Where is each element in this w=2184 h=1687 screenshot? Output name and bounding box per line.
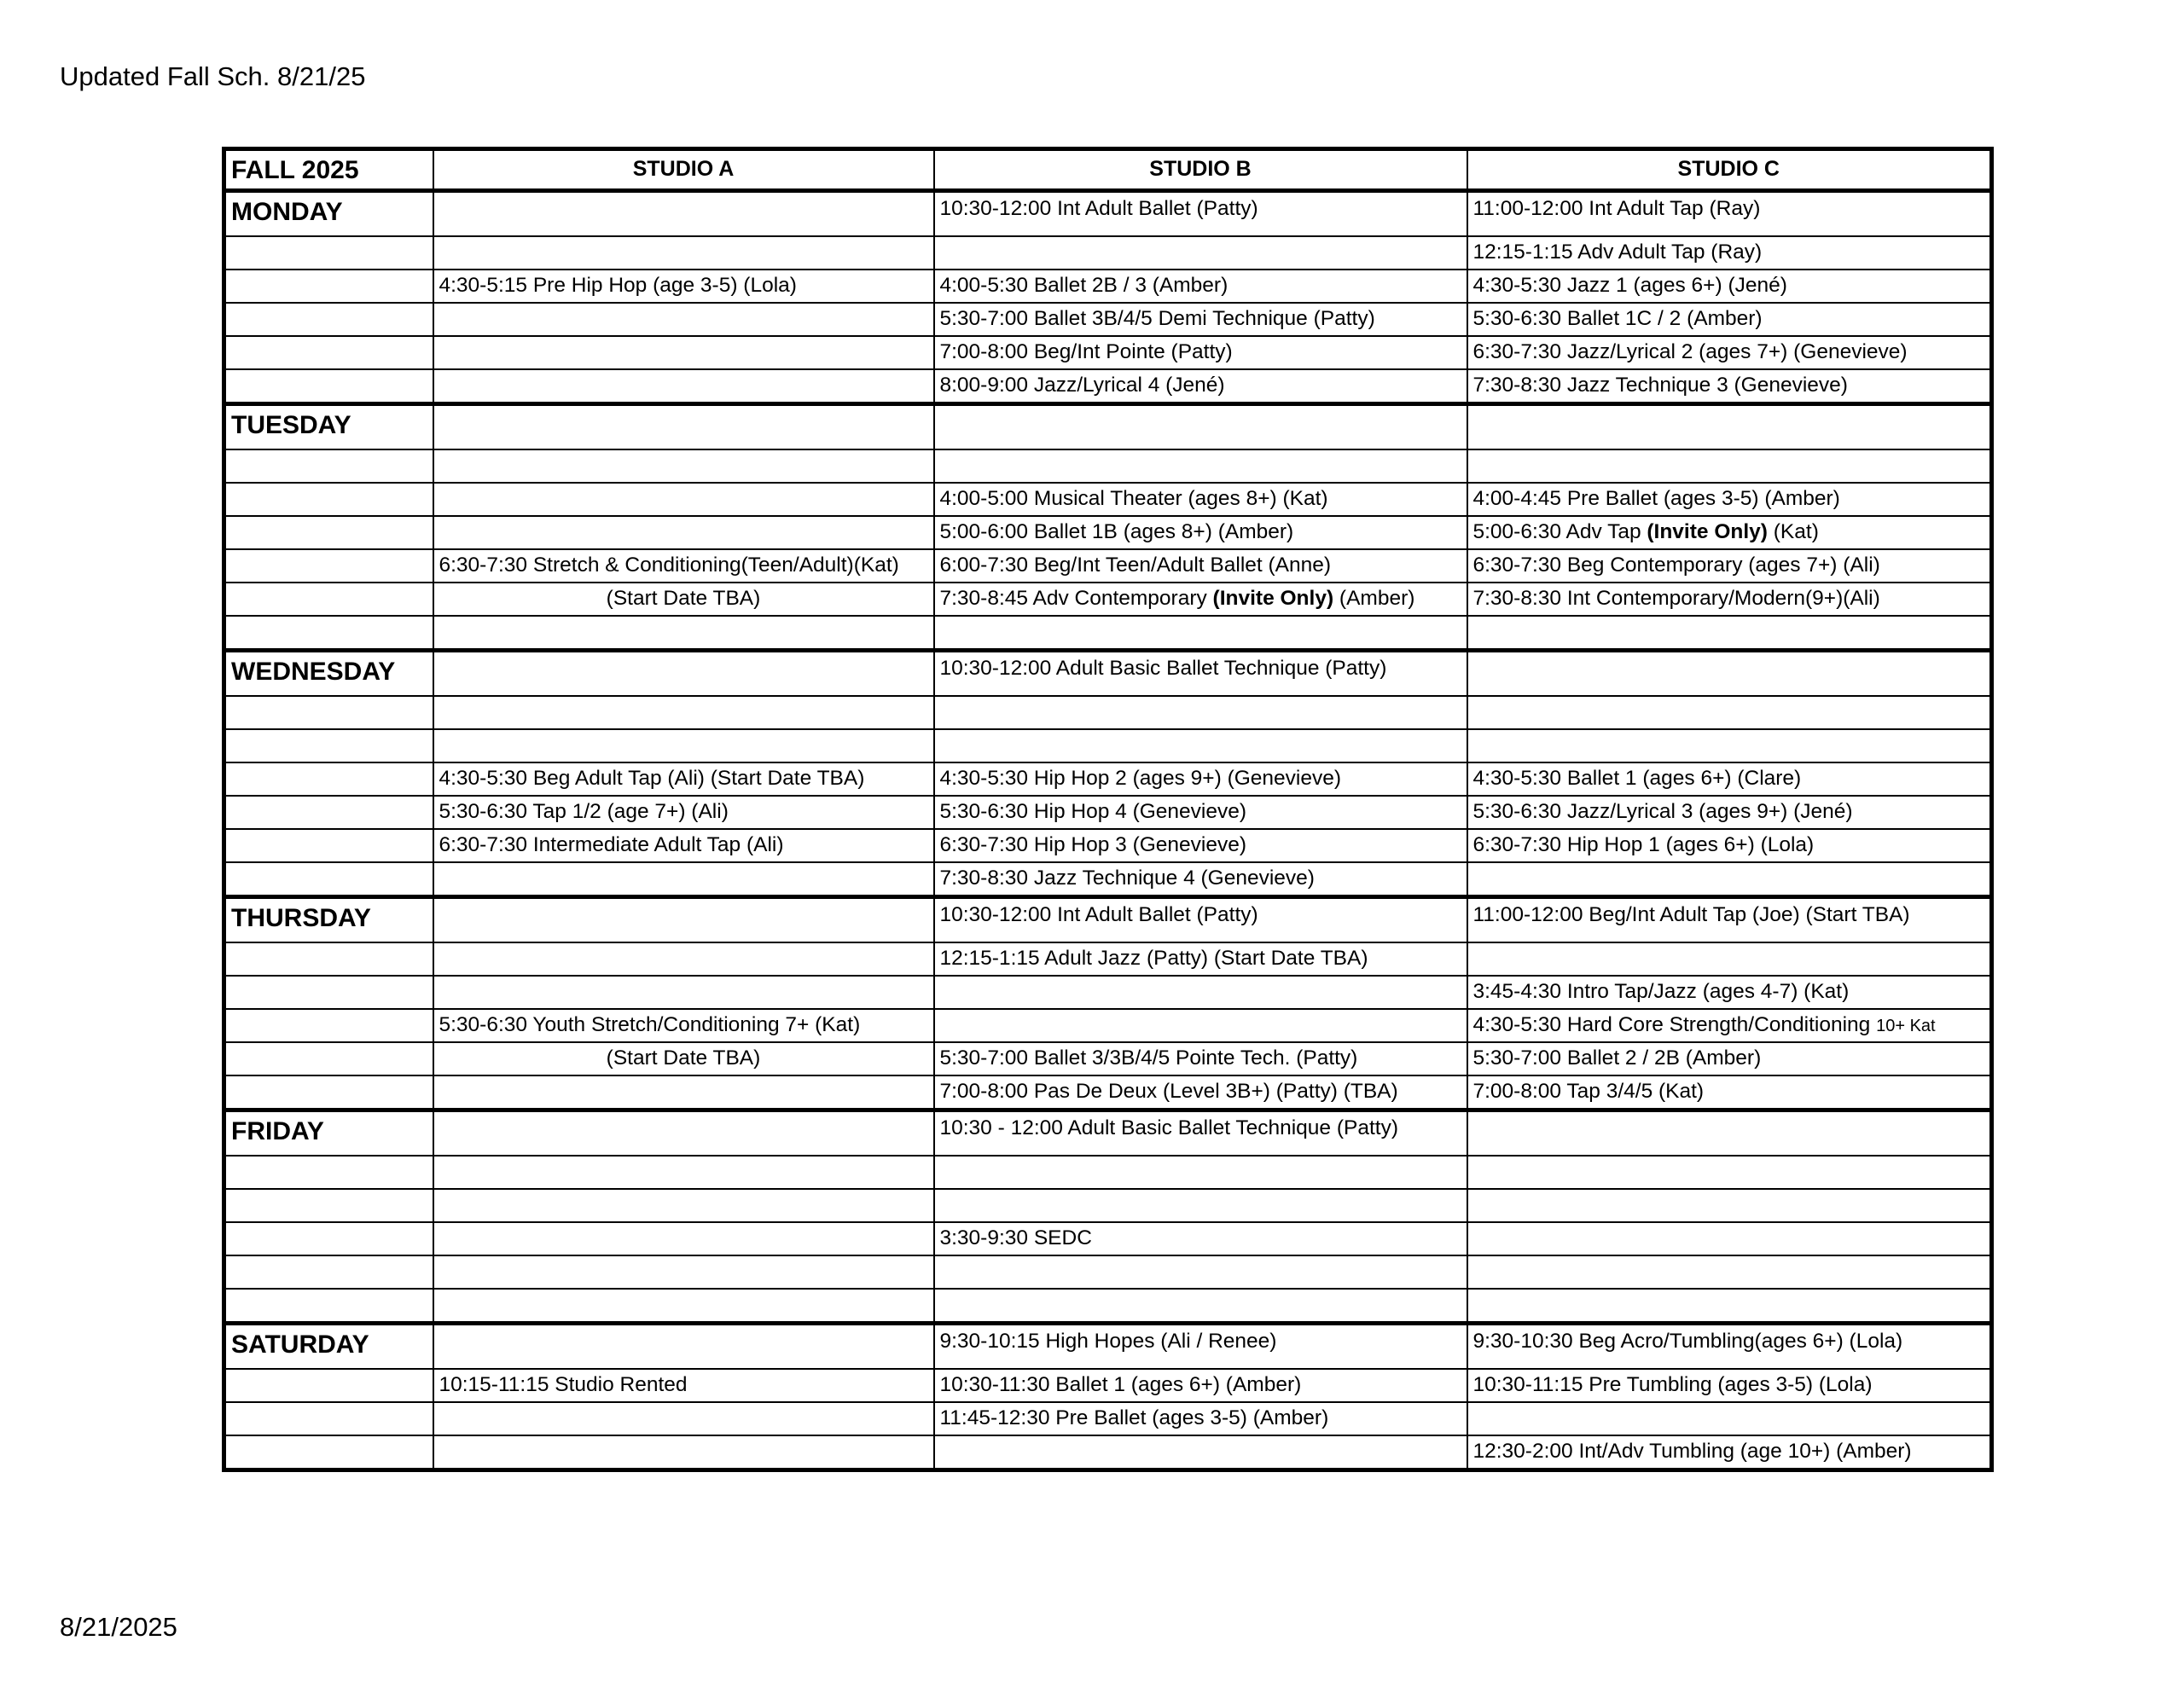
- studio-b-cell: [934, 976, 1467, 1009]
- day-cell-empty: [224, 1075, 433, 1110]
- studio-a-cell: (Start Date TBA): [433, 1042, 934, 1075]
- studio-b-cell: 7:30-8:30 Jazz Technique 4 (Genevieve): [934, 862, 1467, 897]
- studio-a-cell: 6:30-7:30 Intermediate Adult Tap (Ali): [433, 829, 934, 862]
- studio-b-cell: [934, 1009, 1467, 1042]
- studio-b-cell: 11:45-12:30 Pre Ballet (ages 3-5) (Amber): [934, 1402, 1467, 1435]
- studio-a-cell: [433, 616, 934, 651]
- day-cell-empty: [224, 796, 433, 829]
- schedule-row: [224, 1110, 1992, 1157]
- studio-a-cell: [433, 303, 934, 336]
- day-cell-empty: [224, 862, 433, 897]
- studio-b-cell: [934, 729, 1467, 762]
- schedule-row: [224, 976, 1992, 1009]
- cell-small-text: 10+ Kat: [1876, 1017, 1936, 1036]
- day-label-saturday: SATURDAY: [224, 1324, 433, 1370]
- day-cell-empty: [224, 1009, 433, 1042]
- schedule-row: [224, 449, 1992, 483]
- studio-c-cell: 4:30-5:30 Ballet 1 (ages 6+) (Clare): [1467, 762, 1992, 796]
- studio-b-cell: 5:30-7:00 Ballet 3B/4/5 Demi Technique (Patty): [934, 303, 1467, 336]
- studio-a-cell: [433, 336, 934, 369]
- studio-b-cell: [934, 1289, 1467, 1324]
- day-cell-empty: [224, 942, 433, 976]
- studio-a-cell: [433, 236, 934, 270]
- studio-b-cell: 9:30-10:15 High Hopes (Ali / Renee): [934, 1324, 1467, 1370]
- day-cell-empty: [224, 1156, 433, 1189]
- studio-b-cell: 6:30-7:30 Hip Hop 3 (Genevieve): [934, 829, 1467, 862]
- studio-a-cell: 5:30-6:30 Tap 1/2 (age 7+) (Ali): [433, 796, 934, 829]
- studio-a-cell: [433, 1222, 934, 1255]
- day-label-monday: MONDAY: [224, 191, 433, 237]
- studio-a-cell: (Start Date TBA): [433, 583, 934, 616]
- studio-b-cell: [934, 696, 1467, 729]
- season-header: FALL 2025: [224, 149, 433, 191]
- day-cell-empty: [224, 762, 433, 796]
- studio-c-cell: [1467, 862, 1992, 897]
- cell-bold-text: (Invite Only): [1647, 520, 1768, 544]
- studio-c-cell: [1467, 1189, 1992, 1222]
- studio-b-cell: 10:30-12:00 Adult Basic Ballet Technique (Patty): [934, 651, 1467, 697]
- studio-c-cell: [1467, 616, 1992, 651]
- studio-a-cell: [433, 696, 934, 729]
- studio-b-cell: [934, 1189, 1467, 1222]
- studio-a-cell: [433, 369, 934, 404]
- studio-b-cell: 3:30-9:30 SEDC: [934, 1222, 1467, 1255]
- studio-a-cell: [433, 1402, 934, 1435]
- day-cell-empty: [224, 729, 433, 762]
- day-cell-empty: [224, 1369, 433, 1402]
- studio-c-cell: 9:30-10:30 Beg Acro/Tumbling(ages 6+) (Lola): [1467, 1324, 1992, 1370]
- studio-b-cell: 6:00-7:30 Beg/Int Teen/Adult Ballet (Anne): [934, 549, 1467, 583]
- day-cell-empty: [224, 616, 433, 651]
- schedule-body: [224, 149, 1992, 1470]
- day-cell-empty: [224, 1402, 433, 1435]
- studio-b-cell: [934, 583, 1467, 616]
- day-cell-empty: [224, 829, 433, 862]
- studio-a-cell: [433, 976, 934, 1009]
- studio-c-cell: [1467, 1255, 1992, 1289]
- studio-a-cell: [433, 191, 934, 237]
- studio-c-cell: [1467, 651, 1992, 697]
- studio-a-cell: [433, 1435, 934, 1470]
- studio-c-cell: 6:30-7:30 Hip Hop 1 (ages 6+) (Lola): [1467, 829, 1992, 862]
- day-label-friday: FRIDAY: [224, 1110, 433, 1157]
- schedule-row: [224, 336, 1992, 369]
- schedule-row: [224, 729, 1992, 762]
- day-cell-empty: [224, 1255, 433, 1289]
- studio-b-cell: 5:00-6:00 Ballet 1B (ages 8+) (Amber): [934, 516, 1467, 549]
- cell-bold-text: (Invite Only): [1212, 587, 1334, 611]
- studio-c-cell: 7:30-8:30 Jazz Technique 3 (Genevieve): [1467, 369, 1992, 404]
- schedule-row: [224, 862, 1992, 897]
- studio-a-cell: [433, 942, 934, 976]
- schedule-row: [224, 303, 1992, 336]
- day-cell-empty: [224, 549, 433, 583]
- day-label-wednesday: WEDNESDAY: [224, 651, 433, 697]
- schedule-row: [224, 829, 1992, 862]
- schedule-row: [224, 369, 1992, 404]
- schedule-row: [224, 1075, 1992, 1110]
- day-cell-empty: [224, 516, 433, 549]
- studio-c-cell: [1467, 1110, 1992, 1157]
- day-cell-empty: [224, 449, 433, 483]
- studio-c-cell: 4:30-5:30 Jazz 1 (ages 6+) (Jené): [1467, 270, 1992, 303]
- header-note: Updated Fall Sch. 8/21/25: [60, 61, 366, 91]
- studio-b-cell: [934, 1156, 1467, 1189]
- day-cell-empty: [224, 976, 433, 1009]
- studio-c-cell: 7:30-8:30 Int Contemporary/Modern(9+)(Ali): [1467, 583, 1992, 616]
- day-cell-empty: [224, 583, 433, 616]
- schedule-row: [224, 762, 1992, 796]
- studio-b-cell: [934, 404, 1467, 450]
- schedule-row: [224, 651, 1992, 697]
- day-cell-empty: [224, 1222, 433, 1255]
- day-cell-empty: [224, 270, 433, 303]
- studio-a-cell: [433, 516, 934, 549]
- schedule-row: [224, 1435, 1992, 1470]
- studio-b-header: STUDIO B: [934, 149, 1467, 191]
- studio-c-cell: 10:30-11:15 Pre Tumbling (ages 3-5) (Lola): [1467, 1369, 1992, 1402]
- schedule-row: [224, 897, 1992, 943]
- studio-a-cell: 10:15-11:15 Studio Rented: [433, 1369, 934, 1402]
- studio-a-cell: 4:30-5:15 Pre Hip Hop (age 3-5) (Lola): [433, 270, 934, 303]
- day-cell-empty: [224, 1289, 433, 1324]
- schedule-row: [224, 483, 1992, 516]
- studio-a-cell: [433, 1289, 934, 1324]
- studio-c-cell: [1467, 516, 1992, 549]
- studio-c-cell: 7:00-8:00 Tap 3/4/5 (Kat): [1467, 1075, 1992, 1110]
- cell-text: (Kat): [1767, 520, 1819, 544]
- schedule-row: [224, 696, 1992, 729]
- studio-b-cell: 10:30 - 12:00 Adult Basic Ballet Technique (Patty): [934, 1110, 1467, 1157]
- day-cell-empty: [224, 1189, 433, 1222]
- studio-a-cell: 4:30-5:30 Beg Adult Tap (Ali) (Start Date TBA): [433, 762, 934, 796]
- schedule-row: [224, 1189, 1992, 1222]
- studio-a-cell: [433, 1110, 934, 1157]
- schedule-table: [222, 147, 1994, 1472]
- studio-c-cell: 11:00-12:00 Int Adult Tap (Ray): [1467, 191, 1992, 237]
- cell-text: (Amber): [1333, 587, 1415, 611]
- studio-b-cell: [934, 236, 1467, 270]
- schedule-row: [224, 1289, 1992, 1324]
- studio-b-cell: [934, 449, 1467, 483]
- studio-b-cell: 4:00-5:30 Ballet 2B / 3 (Amber): [934, 270, 1467, 303]
- day-cell-empty: [224, 483, 433, 516]
- schedule-row: [224, 1042, 1992, 1075]
- schedule-row: [224, 516, 1992, 549]
- studio-c-cell: 12:15-1:15 Adv Adult Tap (Ray): [1467, 236, 1992, 270]
- schedule-row: [224, 1324, 1992, 1370]
- studio-c-header: STUDIO C: [1467, 149, 1992, 191]
- schedule-row: [224, 236, 1992, 270]
- studio-b-cell: 4:30-5:30 Hip Hop 2 (ages 9+) (Genevieve): [934, 762, 1467, 796]
- schedule-row: [224, 1402, 1992, 1435]
- studio-a-cell: [433, 729, 934, 762]
- day-label-thursday: THURSDAY: [224, 897, 433, 943]
- studio-c-cell: [1467, 1402, 1992, 1435]
- studio-a-cell: [433, 897, 934, 943]
- header-row: [224, 149, 1992, 191]
- studio-c-cell: 5:30-6:30 Jazz/Lyrical 3 (ages 9+) (Jené): [1467, 796, 1992, 829]
- studio-b-cell: 10:30-11:30 Ballet 1 (ages 6+) (Amber): [934, 1369, 1467, 1402]
- studio-a-cell: [433, 862, 934, 897]
- studio-b-cell: 4:00-5:00 Musical Theater (ages 8+) (Kat): [934, 483, 1467, 516]
- footer-date: 8/21/2025: [60, 1612, 177, 1642]
- studio-a-cell: [433, 1189, 934, 1222]
- studio-a-cell: [433, 1324, 934, 1370]
- cell-text: 5:00-6:30 Adv Tap: [1472, 520, 1647, 544]
- studio-c-cell: [1467, 942, 1992, 976]
- studio-b-cell: 10:30-12:00 Int Adult Ballet (Patty): [934, 191, 1467, 237]
- studio-a-cell: 6:30-7:30 Stretch & Conditioning(Teen/Adult)(Kat): [433, 549, 934, 583]
- studio-b-cell: 7:00-8:00 Pas De Deux (Level 3B+) (Patty) (TBA): [934, 1075, 1467, 1110]
- studio-b-cell: 12:15-1:15 Adult Jazz (Patty) (Start Date TBA): [934, 942, 1467, 976]
- studio-c-cell: 6:30-7:30 Jazz/Lyrical 2 (ages 7+) (Genevieve): [1467, 336, 1992, 369]
- day-label-tuesday: TUESDAY: [224, 404, 433, 450]
- studio-b-cell: 8:00-9:00 Jazz/Lyrical 4 (Jené): [934, 369, 1467, 404]
- studio-c-cell: 4:00-4:45 Pre Ballet (ages 3-5) (Amber): [1467, 483, 1992, 516]
- studio-a-cell: [433, 1255, 934, 1289]
- studio-c-cell: [1467, 1289, 1992, 1324]
- day-cell-empty: [224, 696, 433, 729]
- day-cell-empty: [224, 1042, 433, 1075]
- studio-c-cell: [1467, 1009, 1992, 1042]
- studio-a-cell: [433, 449, 934, 483]
- studio-c-cell: 12:30-2:00 Int/Adv Tumbling (age 10+) (Amber): [1467, 1435, 1992, 1470]
- schedule-row: [224, 796, 1992, 829]
- studio-c-cell: [1467, 696, 1992, 729]
- day-cell-empty: [224, 369, 433, 404]
- studio-b-cell: [934, 1435, 1467, 1470]
- schedule-row: [224, 1369, 1992, 1402]
- schedule-row: [224, 616, 1992, 651]
- day-cell-empty: [224, 1435, 433, 1470]
- schedule-row: [224, 1156, 1992, 1189]
- studio-c-cell: 3:45-4:30 Intro Tap/Jazz (ages 4-7) (Kat): [1467, 976, 1992, 1009]
- cell-text: 4:30-5:30 Hard Core Strength/Conditioning: [1472, 1013, 1877, 1037]
- schedule-row: [224, 404, 1992, 450]
- studio-a-cell: [433, 1075, 934, 1110]
- schedule-row: [224, 1009, 1992, 1042]
- studio-a-cell: [433, 651, 934, 697]
- studio-b-cell: [934, 616, 1467, 651]
- studio-a-cell: 5:30-6:30 Youth Stretch/Conditioning 7+ (Kat): [433, 1009, 934, 1042]
- studio-c-cell: 5:30-6:30 Ballet 1C / 2 (Amber): [1467, 303, 1992, 336]
- studio-b-cell: 7:00-8:00 Beg/Int Pointe (Patty): [934, 336, 1467, 369]
- schedule-row: [224, 549, 1992, 583]
- studio-c-cell: [1467, 449, 1992, 483]
- studio-c-cell: [1467, 404, 1992, 450]
- studio-b-cell: 10:30-12:00 Int Adult Ballet (Patty): [934, 897, 1467, 943]
- schedule-row: [224, 1222, 1992, 1255]
- studio-c-cell: [1467, 729, 1992, 762]
- studio-c-cell: [1467, 1156, 1992, 1189]
- day-cell-empty: [224, 236, 433, 270]
- studio-b-cell: [934, 1255, 1467, 1289]
- studio-a-cell: [433, 404, 934, 450]
- schedule-row: [224, 1255, 1992, 1289]
- day-cell-empty: [224, 336, 433, 369]
- schedule-row: [224, 942, 1992, 976]
- studio-a-cell: [433, 1156, 934, 1189]
- studio-b-cell: 5:30-6:30 Hip Hop 4 (Genevieve): [934, 796, 1467, 829]
- schedule-row: [224, 191, 1992, 237]
- studio-a-cell: [433, 483, 934, 516]
- studio-c-cell: [1467, 1222, 1992, 1255]
- studio-a-header: STUDIO A: [433, 149, 934, 191]
- schedule-row: [224, 583, 1992, 616]
- studio-c-cell: 11:00-12:00 Beg/Int Adult Tap (Joe) (Start TBA): [1467, 897, 1992, 943]
- cell-text: 7:30-8:45 Adv Contemporary: [939, 587, 1213, 611]
- studio-b-cell: 5:30-7:00 Ballet 3/3B/4/5 Pointe Tech. (Patty): [934, 1042, 1467, 1075]
- studio-c-cell: 5:30-7:00 Ballet 2 / 2B (Amber): [1467, 1042, 1992, 1075]
- schedule-row: [224, 270, 1992, 303]
- day-cell-empty: [224, 303, 433, 336]
- studio-c-cell: 6:30-7:30 Beg Contemporary (ages 7+) (Ali): [1467, 549, 1992, 583]
